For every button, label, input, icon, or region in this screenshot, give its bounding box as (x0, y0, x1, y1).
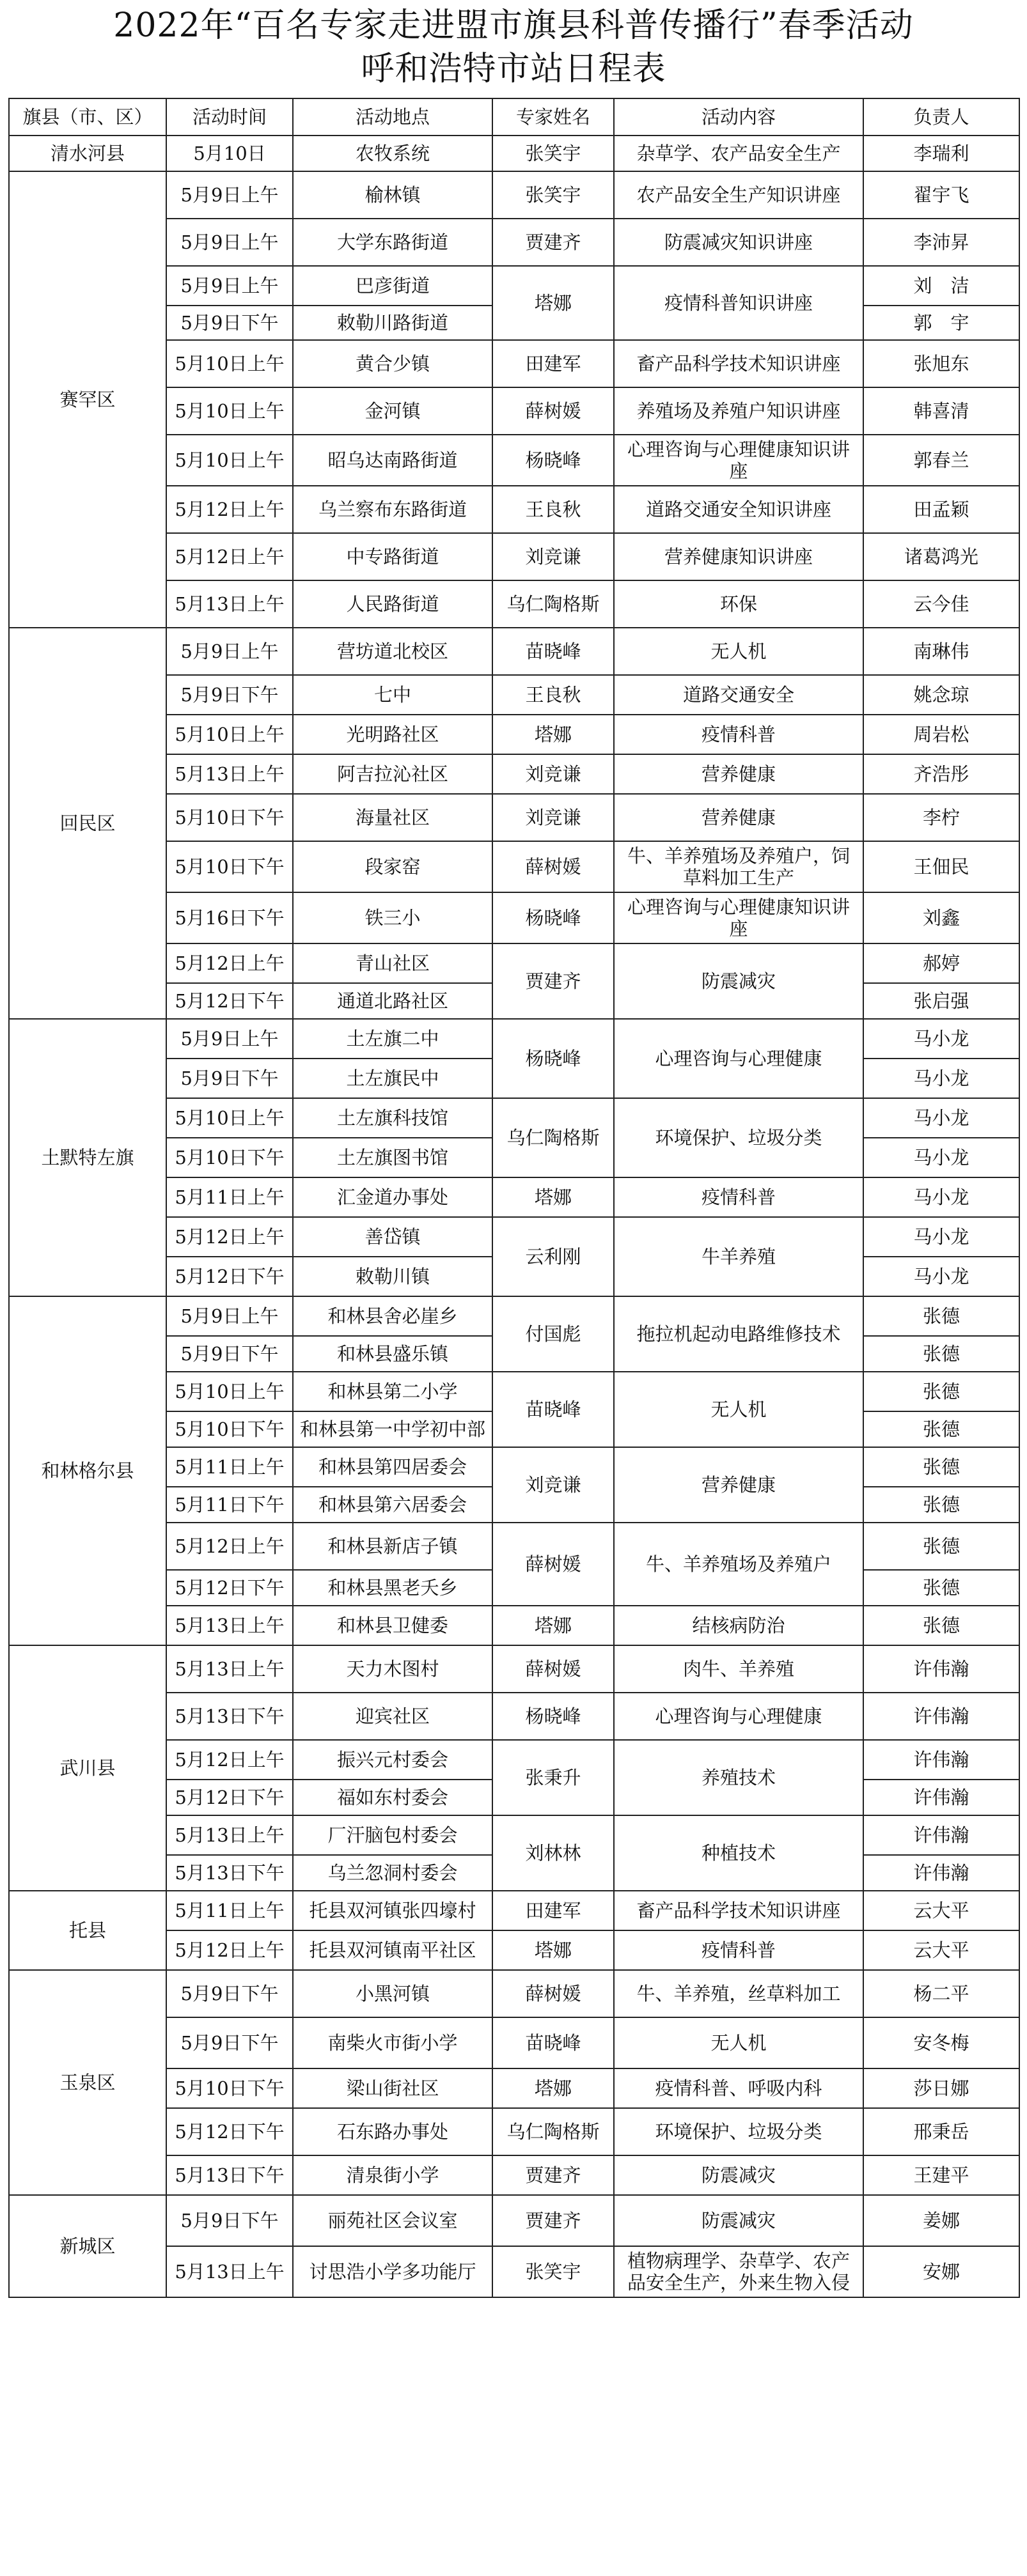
cell-expert: 杨晓峰 (492, 435, 614, 486)
cell-person-in-charge: 安娜 (863, 2246, 1019, 2297)
cell-time: 5月12日上午 (166, 1740, 293, 1780)
cell-time: 5月13日上午 (166, 580, 293, 628)
cell-person-in-charge: 姚念琼 (863, 675, 1019, 715)
cell-expert: 乌仁陶格斯 (492, 1098, 614, 1177)
cell-expert: 塔娜 (492, 1606, 614, 1645)
cell-district: 回民区 (9, 628, 166, 1019)
cell-person-in-charge: 张旭东 (863, 340, 1019, 387)
cell-expert: 刘竞谦 (492, 1447, 614, 1523)
cell-person-in-charge: 马小龙 (863, 1257, 1019, 1296)
cell-time: 5月11日上午 (166, 1177, 293, 1217)
cell-location: 天力木图村 (293, 1645, 492, 1693)
cell-time: 5月10日下午 (166, 1138, 293, 1177)
cell-location: 农牧系统 (293, 136, 492, 171)
schedule-table (8, 98, 1020, 2298)
cell-location: 金河镇 (293, 387, 492, 435)
cell-expert: 贾建齐 (492, 943, 614, 1019)
cell-expert: 苗晓峰 (492, 1372, 614, 1447)
cell-time: 5月13日下午 (166, 2155, 293, 2195)
cell-content: 养殖场及养殖户知识讲座 (614, 387, 863, 435)
cell-content: 牛、羊养殖场及养殖户，饲草料加工生产 (614, 841, 863, 892)
cell-content: 畜产品科学技术知识讲座 (614, 1891, 863, 1930)
cell-location: 黄合少镇 (293, 340, 492, 387)
cell-location: 人民路街道 (293, 580, 492, 628)
cell-expert: 王良秋 (492, 486, 614, 533)
cell-location: 巴彦街道 (293, 266, 492, 306)
cell-location: 土左旗图书馆 (293, 1138, 492, 1177)
cell-time: 5月9日下午 (166, 1336, 293, 1372)
cell-location: 和林县新店子镇 (293, 1523, 492, 1570)
cell-time: 5月10日上午 (166, 1372, 293, 1411)
cell-location: 光明路社区 (293, 715, 492, 754)
cell-person-in-charge: 张德 (863, 1372, 1019, 1411)
cell-location: 讨思浩小学多功能厅 (293, 2246, 492, 2297)
cell-person-in-charge: 马小龙 (863, 1098, 1019, 1138)
cell-location: 土左旗二中 (293, 1019, 492, 1059)
cell-expert: 苗晓峰 (492, 628, 614, 675)
cell-location: 海量社区 (293, 794, 492, 841)
cell-time: 5月13日上午 (166, 1606, 293, 1645)
cell-person-in-charge: 齐浩彤 (863, 754, 1019, 794)
table-row (9, 628, 1019, 675)
cell-content: 无人机 (614, 1372, 863, 1447)
cell-location: 和林县第六居委会 (293, 1487, 492, 1523)
cell-content: 杂草学、农产品安全生产 (614, 136, 863, 171)
cell-time: 5月9日下午 (166, 1970, 293, 2017)
cell-expert: 张笑宇 (492, 171, 614, 219)
cell-person-in-charge: 邢秉岳 (863, 2108, 1019, 2155)
cell-content: 疫情科普 (614, 1930, 863, 1970)
cell-time: 5月9日上午 (166, 628, 293, 675)
cell-person-in-charge: 郝婷 (863, 943, 1019, 983)
header-expert: 专家姓名 (492, 98, 614, 136)
cell-location: 和林县卫健委 (293, 1606, 492, 1645)
cell-time: 5月12日上午 (166, 943, 293, 983)
cell-location: 和林县舍必崖乡 (293, 1296, 492, 1336)
cell-content: 肉牛、羊养殖 (614, 1645, 863, 1693)
cell-expert: 乌仁陶格斯 (492, 580, 614, 628)
table-row (9, 171, 1019, 219)
cell-location: 厂汗脑包村委会 (293, 1815, 492, 1855)
cell-expert: 塔娜 (492, 266, 614, 340)
cell-location: 托县双河镇张四壕村 (293, 1891, 492, 1930)
cell-expert: 薛树媛 (492, 1970, 614, 2017)
cell-content: 防震减灾 (614, 2195, 863, 2246)
cell-district: 托县 (9, 1891, 166, 1970)
cell-expert: 苗晓峰 (492, 2017, 614, 2068)
cell-expert: 付国彪 (492, 1296, 614, 1372)
cell-person-in-charge: 许伟瀚 (863, 1740, 1019, 1780)
cell-content: 畜产品科学技术知识讲座 (614, 340, 863, 387)
cell-time: 5月10日上午 (166, 715, 293, 754)
cell-content: 牛羊养殖 (614, 1217, 863, 1296)
cell-district: 土默特左旗 (9, 1019, 166, 1296)
cell-expert: 薛树媛 (492, 387, 614, 435)
cell-location: 中专路街道 (293, 533, 492, 580)
cell-person-in-charge: 周岩松 (863, 715, 1019, 754)
cell-person-in-charge: 马小龙 (863, 1217, 1019, 1257)
cell-district: 赛罕区 (9, 171, 166, 628)
cell-time: 5月9日上午 (166, 171, 293, 219)
cell-time: 5月9日下午 (166, 1059, 293, 1098)
cell-content: 道路交通安全知识讲座 (614, 486, 863, 533)
cell-person-in-charge: 南琳伟 (863, 628, 1019, 675)
cell-content: 营养健康知识讲座 (614, 533, 863, 580)
cell-person-in-charge: 许伟瀚 (863, 1780, 1019, 1815)
cell-time: 5月16日下午 (166, 892, 293, 943)
cell-location: 昭乌达南路街道 (293, 435, 492, 486)
cell-location: 土左旗民中 (293, 1059, 492, 1098)
table-row (9, 136, 1019, 171)
cell-time: 5月12日上午 (166, 1217, 293, 1257)
cell-content: 防震减灾知识讲座 (614, 219, 863, 266)
cell-time: 5月13日下午 (166, 1855, 293, 1891)
table-row (9, 2195, 1019, 2246)
cell-district: 清水河县 (9, 136, 166, 171)
cell-expert: 贾建齐 (492, 2195, 614, 2246)
cell-location: 阿吉拉沁社区 (293, 754, 492, 794)
cell-expert: 田建军 (492, 1891, 614, 1930)
header-district: 旗县（市、区） (9, 98, 166, 136)
cell-time: 5月9日下午 (166, 2195, 293, 2246)
cell-location: 青山社区 (293, 943, 492, 983)
cell-person-in-charge: 张德 (863, 1523, 1019, 1570)
cell-expert: 杨晓峰 (492, 1019, 614, 1098)
cell-content: 养殖技术 (614, 1740, 863, 1815)
cell-person-in-charge: 张德 (863, 1447, 1019, 1487)
cell-person-in-charge: 云大平 (863, 1930, 1019, 1970)
cell-location: 和林县第一中学初中部 (293, 1411, 492, 1447)
cell-person-in-charge: 田孟颖 (863, 486, 1019, 533)
cell-person-in-charge: 许伟瀚 (863, 1815, 1019, 1855)
cell-expert: 薛树媛 (492, 841, 614, 892)
cell-district: 武川县 (9, 1645, 166, 1891)
cell-person-in-charge: 张启强 (863, 983, 1019, 1019)
cell-time: 5月9日上午 (166, 219, 293, 266)
cell-content: 营养健康 (614, 794, 863, 841)
cell-district: 玉泉区 (9, 1970, 166, 2195)
cell-person-in-charge: 云今佳 (863, 580, 1019, 628)
cell-location: 和林县第二小学 (293, 1372, 492, 1411)
cell-expert: 塔娜 (492, 1930, 614, 1970)
cell-expert: 塔娜 (492, 2068, 614, 2108)
cell-content: 植物病理学、杂草学、农产品安全生产，外来生物入侵 (614, 2246, 863, 2297)
cell-expert: 杨晓峰 (492, 1693, 614, 1740)
cell-time: 5月13日上午 (166, 754, 293, 794)
cell-time: 5月12日下午 (166, 2108, 293, 2155)
cell-person-in-charge: 张德 (863, 1296, 1019, 1336)
cell-expert: 王良秋 (492, 675, 614, 715)
cell-expert: 张笑宇 (492, 136, 614, 171)
cell-time: 5月9日上午 (166, 266, 293, 306)
cell-time: 5月10日 (166, 136, 293, 171)
cell-person-in-charge: 张德 (863, 1487, 1019, 1523)
header-location: 活动地点 (293, 98, 492, 136)
cell-person-in-charge: 张德 (863, 1411, 1019, 1447)
cell-person-in-charge: 安冬梅 (863, 2017, 1019, 2068)
cell-time: 5月12日上午 (166, 1930, 293, 1970)
cell-person-in-charge: 张德 (863, 1570, 1019, 1606)
cell-time: 5月10日下午 (166, 794, 293, 841)
cell-content: 环保 (614, 580, 863, 628)
cell-location: 通道北路社区 (293, 983, 492, 1019)
cell-person-in-charge: 许伟瀚 (863, 1645, 1019, 1693)
cell-person-in-charge: 刘 洁 (863, 266, 1019, 306)
cell-location: 托县双河镇南平社区 (293, 1930, 492, 1970)
cell-location: 敕勒川镇 (293, 1257, 492, 1296)
cell-content: 结核病防治 (614, 1606, 863, 1645)
cell-time: 5月10日下午 (166, 2068, 293, 2108)
cell-content: 环境保护、垃圾分类 (614, 1098, 863, 1177)
cell-content: 心理咨询与心理健康知识讲座 (614, 435, 863, 486)
cell-person-in-charge: 云大平 (863, 1891, 1019, 1930)
table-header-row (9, 98, 1019, 136)
cell-person-in-charge: 刘鑫 (863, 892, 1019, 943)
cell-content: 防震减灾 (614, 943, 863, 1019)
cell-expert: 贾建齐 (492, 2155, 614, 2195)
cell-time: 5月9日下午 (166, 2017, 293, 2068)
cell-content: 疫情科普 (614, 715, 863, 754)
cell-person-in-charge: 张德 (863, 1336, 1019, 1372)
cell-content: 牛、羊养殖，丝草料加工 (614, 1970, 863, 2017)
cell-location: 大学东路街道 (293, 219, 492, 266)
table-row (9, 1970, 1019, 2017)
cell-location: 营坊道北校区 (293, 628, 492, 675)
cell-time: 5月10日上午 (166, 340, 293, 387)
cell-content: 疫情科普知识讲座 (614, 266, 863, 340)
cell-expert: 云利刚 (492, 1217, 614, 1296)
cell-person-in-charge: 郭春兰 (863, 435, 1019, 486)
cell-content: 营养健康 (614, 1447, 863, 1523)
cell-time: 5月13日上午 (166, 1645, 293, 1693)
cell-location: 石东路办事处 (293, 2108, 492, 2155)
cell-person-in-charge: 马小龙 (863, 1138, 1019, 1177)
cell-time: 5月13日下午 (166, 1693, 293, 1740)
cell-location: 南柴火市街小学 (293, 2017, 492, 2068)
cell-person-in-charge: 许伟瀚 (863, 1855, 1019, 1891)
cell-expert: 刘竞谦 (492, 794, 614, 841)
cell-expert: 刘竞谦 (492, 754, 614, 794)
cell-person-in-charge: 张德 (863, 1606, 1019, 1645)
cell-expert: 薛树媛 (492, 1523, 614, 1606)
cell-person-in-charge: 李沛昇 (863, 219, 1019, 266)
cell-expert: 塔娜 (492, 715, 614, 754)
cell-time: 5月10日下午 (166, 1411, 293, 1447)
cell-expert: 杨晓峰 (492, 892, 614, 943)
cell-time: 5月10日下午 (166, 841, 293, 892)
cell-location: 小黑河镇 (293, 1970, 492, 2017)
cell-location: 敕勒川路街道 (293, 306, 492, 340)
cell-time: 5月11日下午 (166, 1487, 293, 1523)
document-title-line2: 呼和浩特市站日程表 (361, 50, 666, 88)
cell-person-in-charge: 许伟瀚 (863, 1693, 1019, 1740)
cell-time: 5月10日上午 (166, 1098, 293, 1138)
header-content: 活动内容 (614, 98, 863, 136)
cell-time: 5月12日下午 (166, 983, 293, 1019)
cell-location: 乌兰忽洞村委会 (293, 1855, 492, 1891)
cell-expert: 刘竞谦 (492, 533, 614, 580)
cell-district: 新城区 (9, 2195, 166, 2297)
cell-content: 疫情科普 (614, 1177, 863, 1217)
cell-person-in-charge: 李瑞利 (863, 136, 1019, 171)
cell-expert: 薛树媛 (492, 1645, 614, 1693)
document-title-line1: 2022年“百名专家走进盟市旗县科普传播行”春季活动 (113, 6, 914, 45)
cell-content: 农产品安全生产知识讲座 (614, 171, 863, 219)
cell-person-in-charge: 李柠 (863, 794, 1019, 841)
cell-location: 汇金道办事处 (293, 1177, 492, 1217)
cell-content: 心理咨询与心理健康 (614, 1019, 863, 1098)
cell-content: 防震减灾 (614, 2155, 863, 2195)
cell-location: 和林县黑老夭乡 (293, 1570, 492, 1606)
cell-time: 5月11日上午 (166, 1891, 293, 1930)
table-row (9, 1296, 1019, 1336)
cell-location: 振兴元村委会 (293, 1740, 492, 1780)
cell-person-in-charge: 王建平 (863, 2155, 1019, 2195)
cell-time: 5月12日上午 (166, 1523, 293, 1570)
cell-content: 环境保护、垃圾分类 (614, 2108, 863, 2155)
cell-person-in-charge: 杨二平 (863, 1970, 1019, 2017)
table-row (9, 1891, 1019, 1930)
cell-location: 铁三小 (293, 892, 492, 943)
cell-content: 道路交通安全 (614, 675, 863, 715)
cell-location: 丽苑社区会议室 (293, 2195, 492, 2246)
cell-time: 5月12日下午 (166, 1570, 293, 1606)
cell-person-in-charge: 马小龙 (863, 1177, 1019, 1217)
cell-expert: 田建军 (492, 340, 614, 387)
cell-person-in-charge: 马小龙 (863, 1019, 1019, 1059)
cell-person-in-charge: 王佃民 (863, 841, 1019, 892)
cell-content: 种植技术 (614, 1815, 863, 1891)
cell-person-in-charge: 姜娜 (863, 2195, 1019, 2246)
cell-expert: 塔娜 (492, 1177, 614, 1217)
cell-time: 5月9日下午 (166, 675, 293, 715)
cell-time: 5月12日下午 (166, 1257, 293, 1296)
cell-content: 营养健康 (614, 754, 863, 794)
cell-location: 善岱镇 (293, 1217, 492, 1257)
cell-location: 梁山街社区 (293, 2068, 492, 2108)
cell-location: 迎宾社区 (293, 1693, 492, 1740)
cell-time: 5月11日上午 (166, 1447, 293, 1487)
cell-location: 土左旗科技馆 (293, 1098, 492, 1138)
cell-expert: 张笑宇 (492, 2246, 614, 2297)
cell-time: 5月9日上午 (166, 1296, 293, 1336)
cell-location: 段家窑 (293, 841, 492, 892)
cell-time: 5月9日上午 (166, 1019, 293, 1059)
cell-content: 疫情科普、呼吸内科 (614, 2068, 863, 2108)
cell-expert: 刘林林 (492, 1815, 614, 1891)
table-row (9, 1019, 1019, 1059)
cell-person-in-charge: 诸葛鸿光 (863, 533, 1019, 580)
cell-person-in-charge: 马小龙 (863, 1059, 1019, 1098)
cell-person-in-charge: 莎日娜 (863, 2068, 1019, 2108)
cell-time: 5月10日上午 (166, 435, 293, 486)
cell-time: 5月9日下午 (166, 306, 293, 340)
cell-content: 无人机 (614, 2017, 863, 2068)
header-person-in-charge: 负责人 (863, 98, 1019, 136)
cell-person-in-charge: 韩喜清 (863, 387, 1019, 435)
cell-district: 和林格尔县 (9, 1296, 166, 1645)
cell-expert: 张秉升 (492, 1740, 614, 1815)
table-row (9, 1645, 1019, 1693)
cell-time: 5月13日上午 (166, 2246, 293, 2297)
cell-location: 和林县盛乐镇 (293, 1336, 492, 1372)
cell-content: 拖拉机起动电路维修技术 (614, 1296, 863, 1372)
cell-expert: 贾建齐 (492, 219, 614, 266)
cell-time: 5月10日上午 (166, 387, 293, 435)
cell-content: 牛、羊养殖场及养殖户 (614, 1523, 863, 1606)
cell-content: 无人机 (614, 628, 863, 675)
cell-time: 5月12日下午 (166, 1780, 293, 1815)
cell-person-in-charge: 郭 宇 (863, 306, 1019, 340)
cell-location: 和林县第四居委会 (293, 1447, 492, 1487)
cell-expert: 乌仁陶格斯 (492, 2108, 614, 2155)
cell-person-in-charge: 翟宇飞 (863, 171, 1019, 219)
header-time: 活动时间 (166, 98, 293, 136)
cell-content: 心理咨询与心理健康知识讲座 (614, 892, 863, 943)
cell-location: 清泉街小学 (293, 2155, 492, 2195)
cell-location: 乌兰察布东路街道 (293, 486, 492, 533)
cell-content: 心理咨询与心理健康 (614, 1693, 863, 1740)
cell-time: 5月12日上午 (166, 486, 293, 533)
cell-time: 5月13日上午 (166, 1815, 293, 1855)
cell-location: 榆林镇 (293, 171, 492, 219)
cell-location: 七中 (293, 675, 492, 715)
cell-location: 福如东村委会 (293, 1780, 492, 1815)
cell-time: 5月12日上午 (166, 533, 293, 580)
